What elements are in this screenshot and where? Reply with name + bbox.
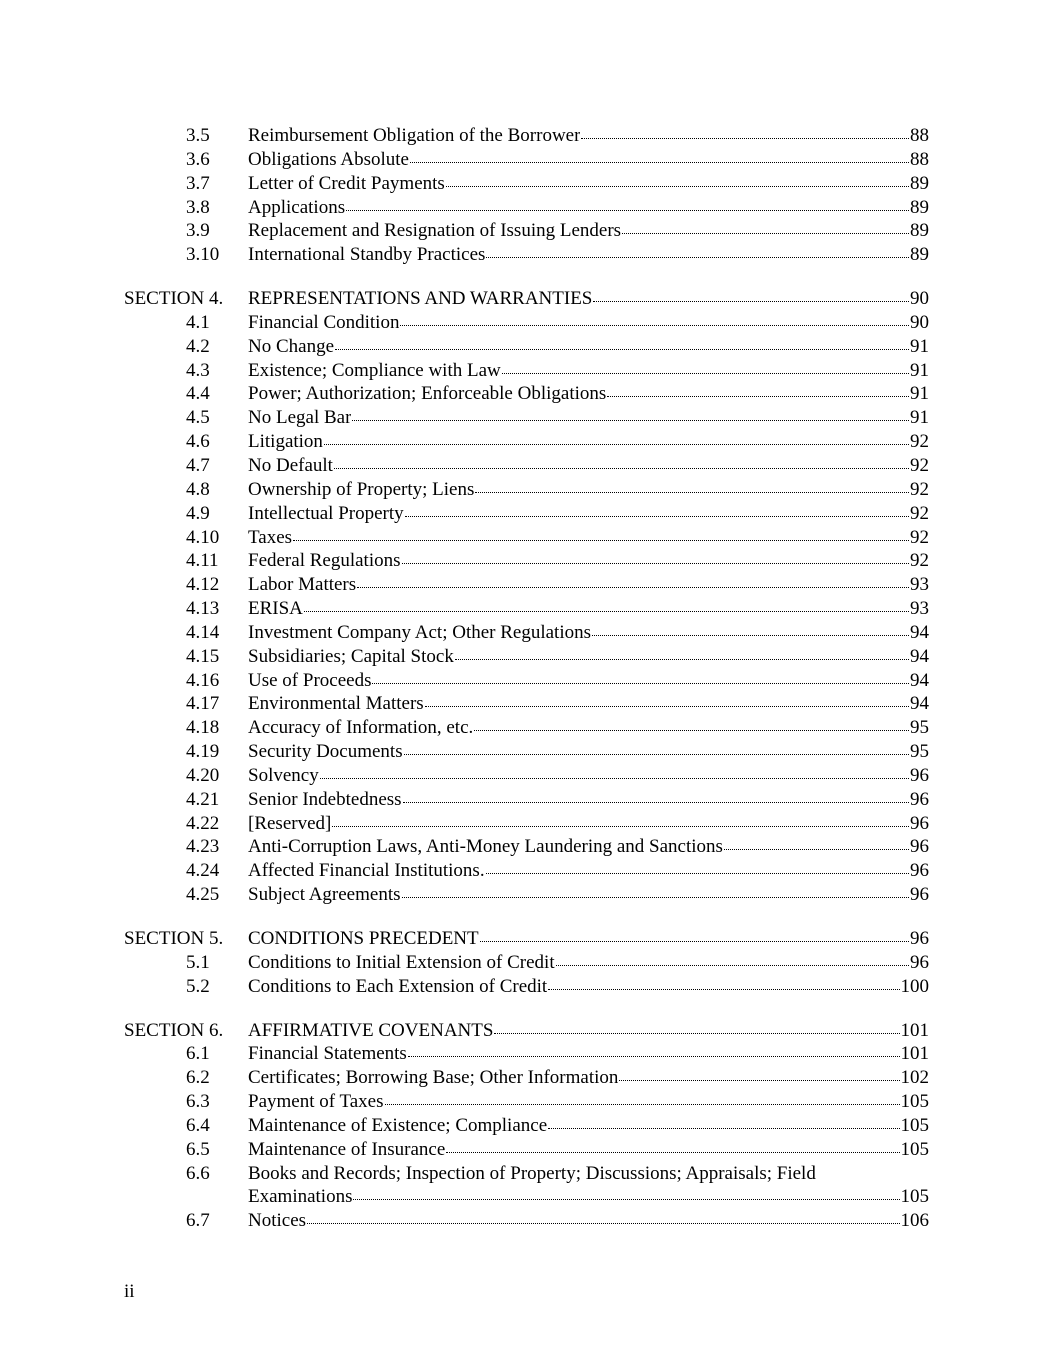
toc-entry-title: CONDITIONS PRECEDENT bbox=[248, 928, 479, 949]
toc-entry bbox=[0, 812, 1055, 836]
toc-entry-number: 3.8 bbox=[186, 196, 210, 218]
dot-leader bbox=[403, 798, 909, 803]
toc-entry-line bbox=[248, 359, 929, 383]
toc-entry-number: 6.2 bbox=[186, 1067, 210, 1089]
toc-entry-number: 4.4 bbox=[186, 383, 210, 405]
toc-entry-title: Reimbursement Obligation of the Borrower bbox=[248, 125, 581, 146]
toc-entry-line bbox=[248, 859, 929, 883]
toc-entry-title: Notices bbox=[248, 1210, 307, 1232]
toc-entry-number: 4.8 bbox=[186, 478, 210, 500]
toc-section-heading bbox=[0, 927, 1055, 951]
toc-entry-line bbox=[248, 1019, 929, 1043]
toc-entry-number: 4.14 bbox=[186, 621, 220, 643]
toc-entry-number: 4.16 bbox=[186, 669, 220, 691]
dot-leader bbox=[353, 1195, 899, 1200]
toc-entry-number: 3.7 bbox=[186, 172, 210, 194]
toc-entry-number: 6.1 bbox=[186, 1043, 210, 1065]
toc-entry bbox=[0, 454, 1055, 478]
toc-entry-title: Anti-Corruption Laws, Anti-Money Laundering and Sanctions bbox=[248, 836, 723, 858]
dot-leader bbox=[622, 229, 909, 234]
toc-entry-page-number: 91 bbox=[910, 407, 929, 429]
toc-entry-page-number: 88 bbox=[910, 125, 929, 146]
toc-entry-page-number: 105 bbox=[900, 1091, 929, 1113]
toc-entry-number: 5.1 bbox=[186, 951, 210, 973]
toc-entry-line bbox=[248, 645, 929, 669]
toc-entry-page-number: 89 bbox=[910, 220, 929, 242]
toc-entry bbox=[0, 1162, 1055, 1210]
toc-entry-page-number: 91 bbox=[910, 383, 929, 405]
toc-entry-line bbox=[248, 716, 929, 740]
toc-entry bbox=[0, 692, 1055, 716]
toc-entry-line bbox=[248, 549, 929, 573]
dot-leader bbox=[480, 937, 909, 942]
toc-entry-title: International Standby Practices bbox=[248, 244, 486, 266]
toc-entry-title: No Default bbox=[248, 454, 333, 476]
dot-leader bbox=[402, 559, 910, 564]
dot-leader bbox=[548, 985, 899, 990]
toc-entry-number: 4.22 bbox=[186, 812, 220, 834]
toc-entry-line bbox=[248, 1090, 929, 1114]
toc-entry-page-number: 105 bbox=[900, 1186, 929, 1208]
toc-entry-number: 5.2 bbox=[186, 975, 210, 997]
toc-entry-title: Affected Financial Institutions. bbox=[248, 860, 485, 882]
toc-entry-line bbox=[248, 835, 929, 859]
toc-entry-page-number: 105 bbox=[900, 1114, 929, 1136]
toc-entry-title: No Change bbox=[248, 335, 335, 357]
toc-entry-title: Labor Matters bbox=[248, 574, 357, 596]
toc-entry-line bbox=[248, 335, 929, 359]
dot-leader bbox=[352, 416, 909, 421]
toc-entry-title: Use of Proceeds bbox=[248, 669, 372, 691]
toc-entry bbox=[0, 430, 1055, 454]
toc-entry-line bbox=[248, 669, 929, 693]
toc-entry bbox=[0, 124, 1055, 148]
toc-entry-number: 4.25 bbox=[186, 884, 220, 906]
toc-entry-title: Applications bbox=[248, 196, 346, 218]
toc-entry-line bbox=[248, 1138, 929, 1162]
toc-entry-line bbox=[248, 764, 929, 788]
toc-entry-line bbox=[248, 692, 929, 716]
dot-leader bbox=[425, 702, 909, 707]
dot-leader bbox=[385, 1100, 900, 1105]
toc-entry-page-number: 88 bbox=[910, 148, 929, 170]
toc-entry-line bbox=[248, 1162, 929, 1210]
toc-entry-number: 6.7 bbox=[186, 1210, 210, 1232]
toc-entry-number: 4.2 bbox=[186, 335, 210, 357]
toc-entry-page-number: 101 bbox=[900, 1019, 929, 1041]
toc-entry-line bbox=[248, 573, 929, 597]
toc-entry-page-number: 92 bbox=[910, 431, 929, 453]
toc-entry-title: Security Documents bbox=[248, 741, 403, 763]
toc-entry bbox=[0, 1090, 1055, 1114]
toc-entry-title: Power; Authorization; Enforceable Obligations bbox=[248, 383, 607, 405]
dot-leader bbox=[486, 869, 909, 874]
toc-entry-title: Solvency bbox=[248, 764, 319, 786]
toc-entry bbox=[0, 406, 1055, 430]
toc-entry-number: 3.5 bbox=[186, 125, 210, 146]
toc-entry-number: 6.3 bbox=[186, 1091, 210, 1113]
toc-entry bbox=[0, 382, 1055, 406]
toc-entry-line bbox=[248, 243, 929, 267]
dot-leader bbox=[334, 464, 909, 469]
toc-entry-page-number: 92 bbox=[910, 550, 929, 572]
toc-entry-number: SECTION 4. bbox=[124, 288, 224, 310]
toc-entry-continuation-line bbox=[248, 1185, 929, 1209]
toc-entry-number: 4.5 bbox=[186, 407, 210, 429]
dot-leader bbox=[607, 392, 909, 397]
toc-entry-title: Conditions to Each Extension of Credit bbox=[248, 975, 548, 997]
toc-entry-line bbox=[248, 621, 929, 645]
toc-entry bbox=[0, 526, 1055, 550]
toc-entry-page-number: 94 bbox=[910, 693, 929, 715]
dot-leader bbox=[346, 206, 909, 211]
table-of-contents bbox=[0, 124, 1055, 1233]
toc-entry bbox=[0, 335, 1055, 359]
toc-entry-line bbox=[248, 148, 929, 172]
toc-entry-number: 3.6 bbox=[186, 148, 210, 170]
dot-leader bbox=[372, 679, 909, 684]
toc-entry bbox=[0, 243, 1055, 267]
toc-entry-number: 4.7 bbox=[186, 454, 210, 476]
toc-entry-title: Subsidiaries; Capital Stock bbox=[248, 645, 454, 667]
toc-entry-page-number: 94 bbox=[910, 621, 929, 643]
toc-entry-title: Intellectual Property bbox=[248, 502, 404, 524]
toc-entry bbox=[0, 740, 1055, 764]
toc-entry-number: 4.11 bbox=[186, 550, 219, 572]
toc-entry bbox=[0, 359, 1055, 383]
toc-entry-line bbox=[248, 311, 929, 335]
dot-leader bbox=[556, 961, 909, 966]
dot-leader bbox=[486, 253, 909, 258]
toc-section-heading bbox=[0, 1019, 1055, 1043]
dot-leader bbox=[593, 297, 909, 302]
toc-entry-number: 3.9 bbox=[186, 220, 210, 242]
toc-entry-title: Financial Statements bbox=[248, 1043, 407, 1065]
toc-entry-number: 4.1 bbox=[186, 311, 210, 333]
toc-entry-title: AFFIRMATIVE COVENANTS bbox=[248, 1019, 494, 1041]
toc-entry-title: No Legal Bar bbox=[248, 407, 352, 429]
toc-entry-line bbox=[248, 454, 929, 478]
toc-entry-page-number: 90 bbox=[910, 311, 929, 333]
toc-entry-line bbox=[248, 124, 929, 148]
toc-entry-number: 4.3 bbox=[186, 359, 210, 381]
toc-entry-line bbox=[248, 740, 929, 764]
toc-entry-page-number: 93 bbox=[910, 574, 929, 596]
toc-entry-page-number: 96 bbox=[910, 951, 929, 973]
dot-leader bbox=[446, 1148, 899, 1153]
toc-entry-page-number: 92 bbox=[910, 454, 929, 476]
toc-entry-line bbox=[248, 788, 929, 812]
toc-entry-title: Environmental Matters bbox=[248, 693, 424, 715]
toc-entry bbox=[0, 788, 1055, 812]
toc-entry-page-number: 96 bbox=[910, 764, 929, 786]
dot-leader bbox=[455, 655, 909, 660]
toc-entry-number: 4.21 bbox=[186, 788, 220, 810]
toc-entry-line bbox=[248, 196, 929, 220]
toc-entry-title: Ownership of Property; Liens bbox=[248, 478, 475, 500]
toc-entry-line bbox=[248, 597, 929, 621]
dot-leader bbox=[332, 822, 909, 827]
toc-entry bbox=[0, 1042, 1055, 1066]
dot-leader bbox=[307, 1219, 899, 1224]
toc-entry-page-number: 96 bbox=[910, 788, 929, 810]
toc-entry-title: Letter of Credit Payments bbox=[248, 172, 445, 194]
toc-entry bbox=[0, 1209, 1055, 1233]
dot-leader bbox=[475, 488, 909, 493]
toc-entry-line bbox=[248, 927, 929, 951]
toc-entry-title: Subject Agreements bbox=[248, 884, 401, 906]
dot-leader bbox=[724, 845, 909, 850]
toc-entry-title: Litigation bbox=[248, 431, 323, 453]
toc-entry-page-number: 94 bbox=[910, 669, 929, 691]
toc-entry-number: 4.9 bbox=[186, 502, 210, 524]
toc-entry-page-number: 92 bbox=[910, 478, 929, 500]
toc-entry-title: Investment Company Act; Other Regulations bbox=[248, 621, 592, 643]
toc-entry-number: 4.19 bbox=[186, 741, 220, 763]
toc-entry-page-number: 96 bbox=[910, 884, 929, 906]
toc-entry bbox=[0, 716, 1055, 740]
dot-leader bbox=[581, 134, 909, 139]
toc-entry-page-number: 90 bbox=[910, 288, 929, 310]
dot-leader bbox=[408, 1052, 900, 1057]
dot-leader bbox=[494, 1029, 899, 1034]
toc-entry-title: Taxes bbox=[248, 526, 293, 548]
dot-leader bbox=[335, 345, 909, 350]
toc-entry-page-number: 106 bbox=[900, 1210, 929, 1232]
toc-entry-number: 4.23 bbox=[186, 836, 220, 858]
toc-entry bbox=[0, 573, 1055, 597]
toc-entry-line bbox=[248, 382, 929, 406]
dot-leader bbox=[592, 631, 909, 636]
toc-entry-line bbox=[248, 502, 929, 526]
toc-entry-page-number: 105 bbox=[900, 1138, 929, 1160]
toc-entry bbox=[0, 975, 1055, 999]
toc-entry-title: Payment of Taxes bbox=[248, 1091, 384, 1113]
toc-entry-number: SECTION 6. bbox=[124, 1019, 224, 1041]
dot-leader bbox=[410, 158, 909, 163]
toc-entry-page-number: 96 bbox=[910, 836, 929, 858]
toc-entry-line bbox=[248, 812, 929, 836]
toc-entry-title: Maintenance of Existence; Compliance bbox=[248, 1114, 548, 1136]
toc-entry-line bbox=[248, 1114, 929, 1138]
toc-entry-title: [Reserved] bbox=[248, 812, 332, 834]
toc-entry bbox=[0, 764, 1055, 788]
toc-entry bbox=[0, 669, 1055, 693]
dot-leader bbox=[502, 369, 909, 374]
toc-section-heading bbox=[0, 287, 1055, 311]
toc-entry bbox=[0, 1066, 1055, 1090]
toc-entry-title: Federal Regulations bbox=[248, 550, 401, 572]
toc-entry-title: Existence; Compliance with Law bbox=[248, 359, 501, 381]
toc-entry-number: 4.24 bbox=[186, 860, 220, 882]
toc-entry-number: 4.15 bbox=[186, 645, 220, 667]
toc-entry-page-number: 96 bbox=[910, 812, 929, 834]
toc-entry-title: Maintenance of Insurance bbox=[248, 1138, 446, 1160]
toc-entry-title: REPRESENTATIONS AND WARRANTIES bbox=[248, 288, 593, 310]
dot-leader bbox=[320, 774, 909, 779]
toc-entry-line bbox=[248, 1066, 929, 1090]
toc-entry-page-number: 96 bbox=[910, 928, 929, 949]
toc-entry-page-number: 94 bbox=[910, 645, 929, 667]
toc-entry-number: 3.10 bbox=[186, 244, 220, 266]
toc-entry-page-number: 92 bbox=[910, 526, 929, 548]
toc-entry-line bbox=[248, 1042, 929, 1066]
toc-entry bbox=[0, 621, 1055, 645]
toc-entry-number: 6.6 bbox=[186, 1162, 210, 1184]
dot-leader bbox=[357, 583, 909, 588]
toc-entry-page-number: 89 bbox=[910, 172, 929, 194]
toc-entry-line bbox=[248, 975, 929, 999]
toc-entry-title: Certificates; Borrowing Base; Other Information bbox=[248, 1067, 619, 1089]
toc-entry-line bbox=[248, 1209, 929, 1233]
dot-leader bbox=[400, 321, 909, 326]
toc-entry-title: Obligations Absolute bbox=[248, 148, 409, 170]
toc-entry bbox=[0, 645, 1055, 669]
toc-entry-line bbox=[248, 883, 929, 907]
toc-entry-title: Conditions to Initial Extension of Credit bbox=[248, 951, 555, 973]
dot-leader bbox=[619, 1076, 899, 1081]
toc-entry bbox=[0, 835, 1055, 859]
toc-entry-number: 6.5 bbox=[186, 1138, 210, 1160]
dot-leader bbox=[304, 607, 909, 612]
toc-entry-line bbox=[248, 287, 929, 311]
toc-entry-line bbox=[248, 219, 929, 243]
toc-entry bbox=[0, 172, 1055, 196]
toc-entry-line bbox=[248, 430, 929, 454]
toc-entry-line bbox=[248, 406, 929, 430]
toc-entry-line bbox=[248, 172, 929, 196]
toc-entry bbox=[0, 549, 1055, 573]
toc-entry-title: ERISA bbox=[248, 598, 303, 620]
toc-entry-page-number: 91 bbox=[910, 335, 929, 357]
toc-entry-page-number: 95 bbox=[910, 717, 929, 739]
dot-leader bbox=[402, 893, 910, 898]
dot-leader bbox=[474, 726, 909, 731]
toc-entry-page-number: 89 bbox=[910, 196, 929, 218]
toc-entry-number: 4.20 bbox=[186, 764, 220, 786]
toc-entry bbox=[0, 502, 1055, 526]
toc-entry-line bbox=[248, 478, 929, 502]
toc-entry bbox=[0, 859, 1055, 883]
toc-entry bbox=[0, 219, 1055, 243]
toc-entry-title: Replacement and Resignation of Issuing Lenders bbox=[248, 220, 622, 242]
dot-leader bbox=[404, 750, 909, 755]
dot-leader bbox=[405, 512, 909, 517]
toc-entry bbox=[0, 1114, 1055, 1138]
toc-entry-page-number: 93 bbox=[910, 598, 929, 620]
toc-entry-page-number: 101 bbox=[900, 1043, 929, 1065]
toc-entry bbox=[0, 1138, 1055, 1162]
toc-entry bbox=[0, 478, 1055, 502]
toc-entry bbox=[0, 597, 1055, 621]
dot-leader bbox=[446, 182, 909, 187]
toc-entry-page-number: 102 bbox=[900, 1067, 929, 1089]
dot-leader bbox=[324, 440, 909, 445]
toc-entry-title: Accuracy of Information, etc. bbox=[248, 717, 474, 739]
toc-entry-page-number: 89 bbox=[910, 244, 929, 266]
toc-entry bbox=[0, 883, 1055, 907]
toc-entry-number: SECTION 5. bbox=[124, 928, 224, 949]
toc-entry-page-number: 92 bbox=[910, 502, 929, 524]
toc-entry bbox=[0, 951, 1055, 975]
toc-entry-number: 4.12 bbox=[186, 574, 220, 596]
toc-entry-page-number: 95 bbox=[910, 741, 929, 763]
toc-entry-page-number: 100 bbox=[900, 975, 929, 997]
toc-entry-page-number: 91 bbox=[910, 359, 929, 381]
page-number-footer: ii bbox=[124, 1281, 135, 1302]
toc-entry bbox=[0, 311, 1055, 335]
toc-entry-title: Books and Records; Inspection of Property; Discussions; Appraisals; Field bbox=[248, 1162, 816, 1184]
toc-entry bbox=[0, 196, 1055, 220]
toc-entry-number: 4.17 bbox=[186, 693, 220, 715]
toc-entry-number: 4.13 bbox=[186, 598, 220, 620]
dot-leader bbox=[293, 536, 909, 541]
toc-entry-page-number: 96 bbox=[910, 860, 929, 882]
toc-entry-number: 4.10 bbox=[186, 526, 220, 548]
toc-entry-title: Senior Indebtedness bbox=[248, 788, 402, 810]
toc-entry-number: 4.18 bbox=[186, 717, 220, 739]
toc-entry-title: Financial Condition bbox=[248, 311, 400, 333]
toc-entry-number: 6.4 bbox=[186, 1114, 210, 1136]
toc-entry-line bbox=[248, 951, 929, 975]
dot-leader bbox=[548, 1124, 899, 1129]
toc-entry bbox=[0, 148, 1055, 172]
toc-entry-title-continuation: Examinations bbox=[248, 1186, 353, 1208]
toc-entry-number: 4.6 bbox=[186, 431, 210, 453]
toc-entry-line bbox=[248, 526, 929, 550]
